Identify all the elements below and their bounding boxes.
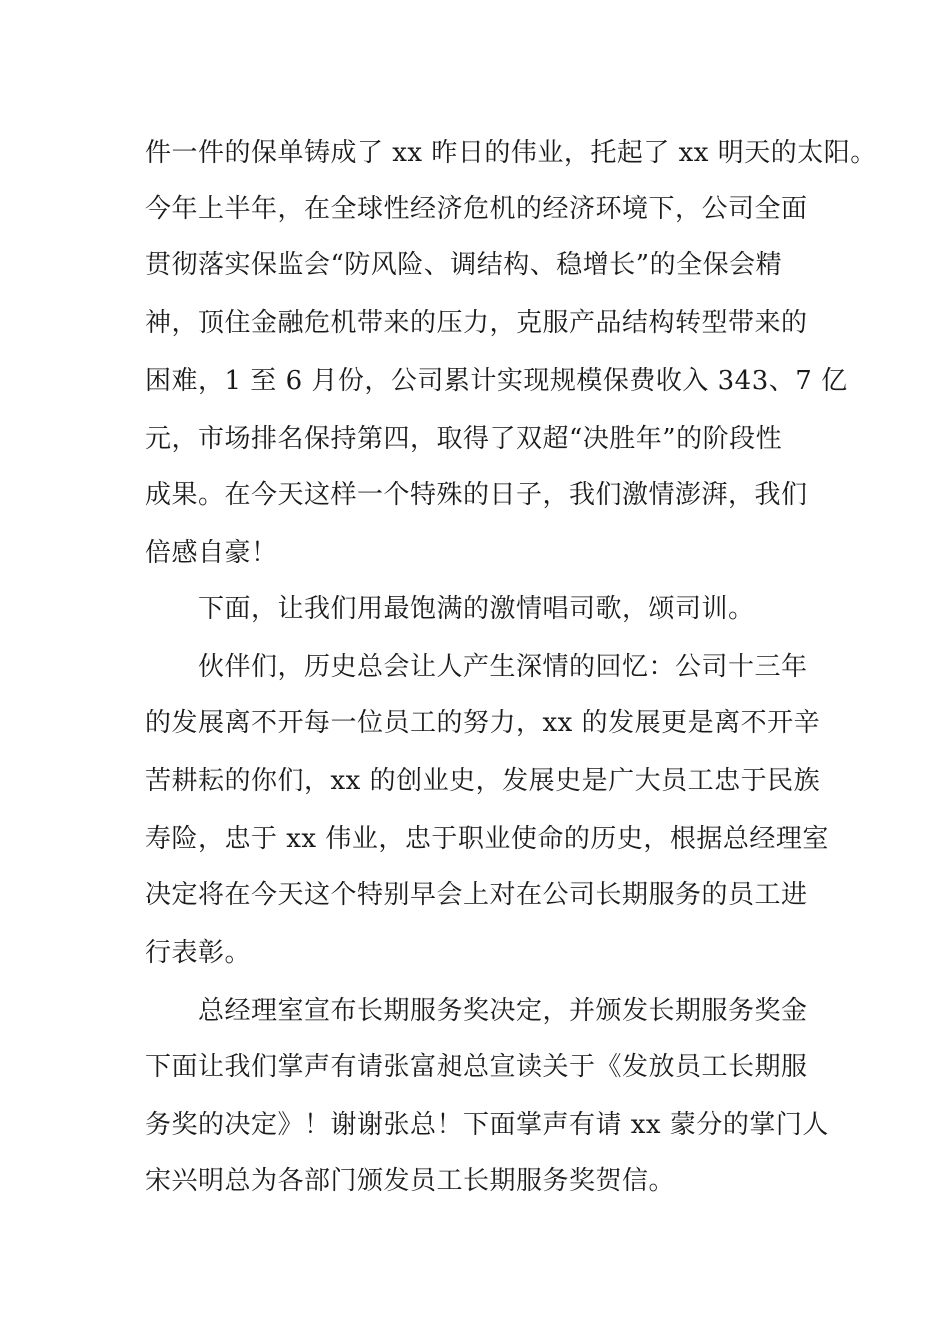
text-line-8: 倍感自豪！ [145, 538, 278, 568]
text-line-2: 今年上半年，在全球性经济危机的经济环境下，公司全面 [145, 194, 808, 224]
text-line-10: 伙伴们，历史总会让人产生深情的回忆：公司十三年 [198, 652, 808, 682]
text-line-7: 成果。在今天这样一个特殊的日子，我们激情澎湃，我们 [145, 480, 808, 510]
text-line-9: 下面，让我们用最饱满的激情唱司歌，颂司训。 [198, 594, 755, 624]
text-line-11: 的发展离不开每一位员工的努力，xx 的发展更是离不开辛 [145, 708, 821, 738]
text-line-5: 困难，1 至 6 月份，公司累计实现规模保费收入 343、7 亿 [145, 366, 848, 396]
text-line-1: 件一件的保单铸成了 xx 昨日的伟业，托起了 xx 明天的太阳。 [145, 138, 877, 168]
text-line-12: 苦耕耘的你们，xx 的创业史，发展史是广大员工忠于民族 [145, 766, 821, 796]
text-line-4: 神，顶住金融危机带来的压力，克服产品结构转型带来的 [145, 308, 808, 338]
text-line-13: 寿险，忠于 xx 伟业，忠于职业使命的历史，根据总经理室 [145, 824, 829, 854]
text-line-6: 元，市场排名保持第四，取得了双超“决胜年”的阶段性 [145, 424, 783, 454]
text-line-18: 务奖的决定》！谢谢张总！下面掌声有请 xx 蒙分的掌门人 [145, 1110, 829, 1140]
text-line-17: 下面让我们掌声有请张富昶总宣读关于《发放员工长期服 [145, 1052, 808, 1082]
text-line-19: 宋兴明总为各部门颁发员工长期服务奖贺信。 [145, 1166, 676, 1196]
text-line-15: 行表彰。 [145, 938, 252, 968]
text-line-3: 贯彻落实保监会“防风险、调结构、稳增长”的全保会精 [145, 250, 783, 280]
text-line-16: 总经理室宣布长期服务奖决定，并颁发长期服务奖金 [198, 996, 808, 1026]
text-line-14: 决定将在今天这个特别早会上对在公司长期服务的员工进 [145, 880, 808, 910]
